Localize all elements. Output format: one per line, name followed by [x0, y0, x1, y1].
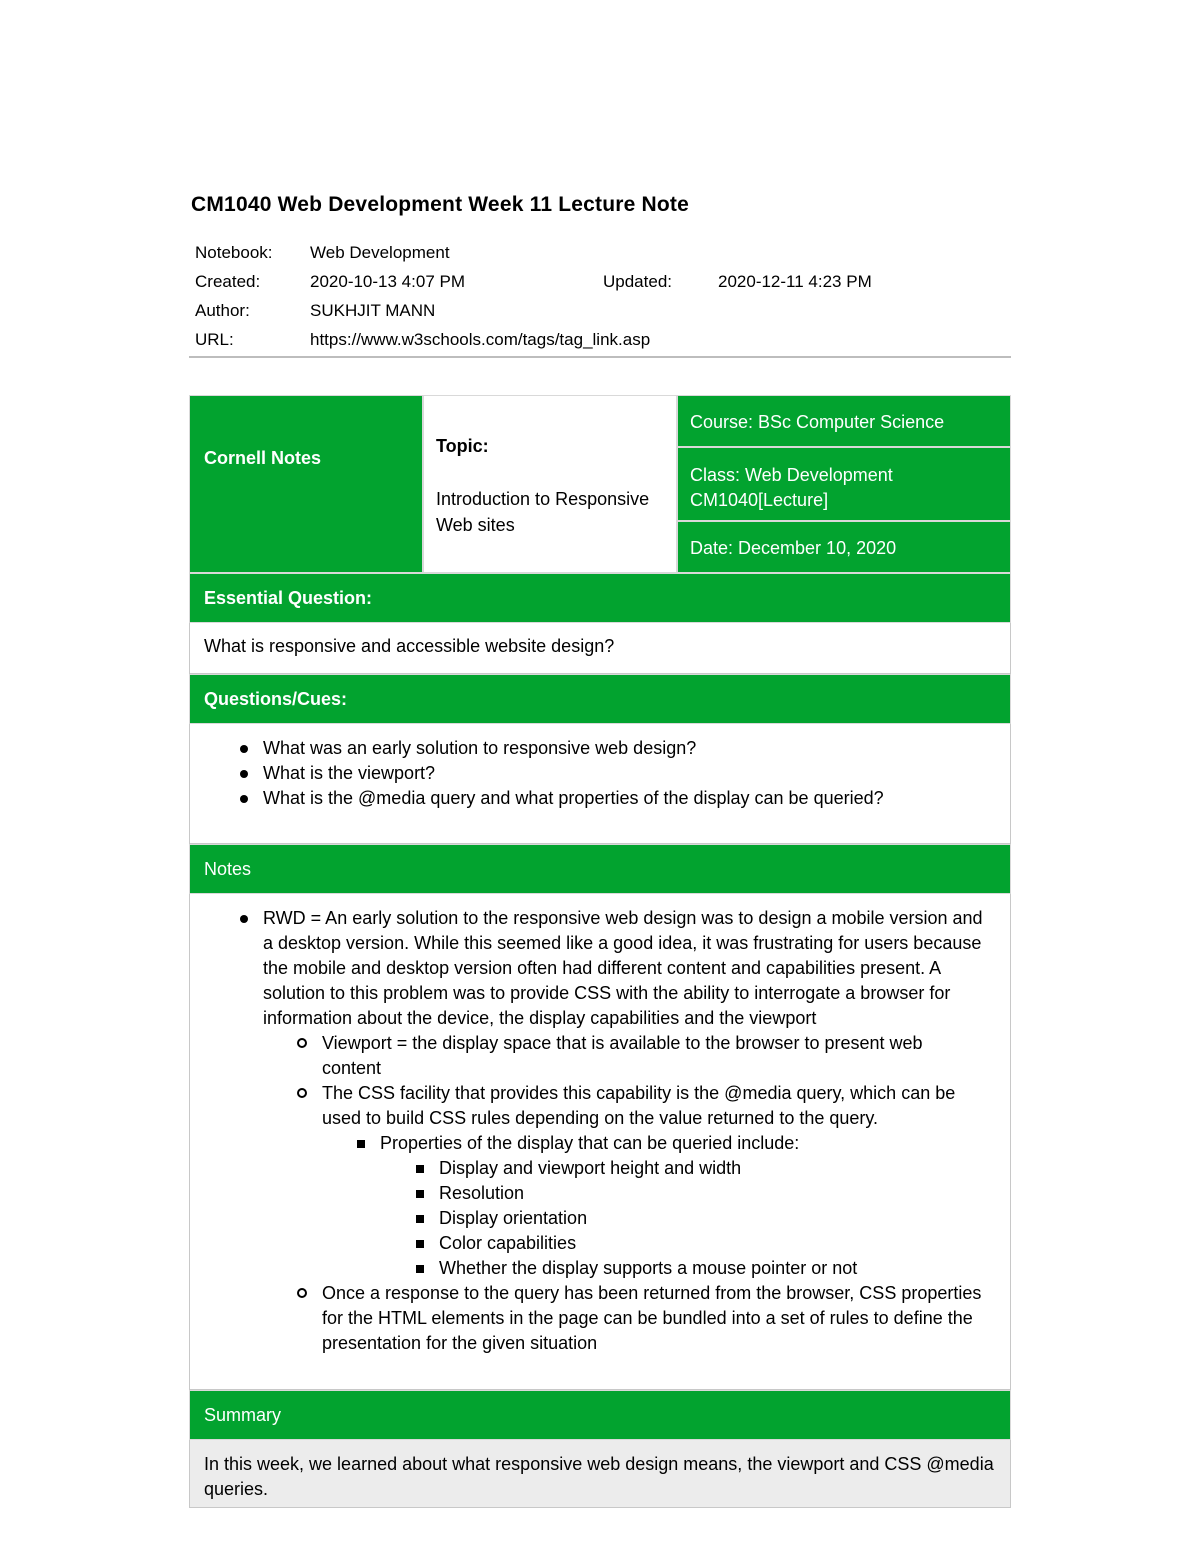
topic-value: Introduction to Responsive Web sites [436, 489, 650, 535]
author-value: SUKHJIT MANN [310, 301, 436, 320]
summary-heading: Summary [189, 1390, 1011, 1440]
updated-value: 2020-12-11 4:23 PM [718, 272, 872, 291]
notes-body [189, 894, 1011, 1390]
header-row [189, 395, 1011, 573]
square-bullet-icon [416, 1165, 424, 1173]
url-link[interactable]: https://www.w3schools.com/tags/tag_link.asp [310, 330, 651, 349]
divider [189, 356, 1011, 358]
list-item: RWD = An early solution to the responsive web design was to design a mobile version and a desktop version. While this seemed like a good idea, it was frustrating for users because the mobile and desktop version often had different content and capabilities present. A solution to this problem was to provide CSS with the ability to interrogate a browser for information about the device, the display capabilities and the viewport [190, 906, 988, 1031]
list-item: Viewport = the display space that is available to the browser to present web content [190, 1031, 972, 1081]
cornell-label: Cornell Notes [204, 448, 322, 468]
list-item: Color capabilities [190, 1231, 1010, 1256]
square-bullet-icon [416, 1190, 424, 1198]
bullet-icon [240, 745, 248, 753]
questions-body [189, 724, 1011, 844]
bullet-icon [240, 770, 248, 778]
list-item: The CSS facility that provides this capability is the @media query, which can be used to build CSS rules depending on the value returned to the query. [190, 1081, 987, 1131]
cornell-notes-table [189, 395, 1011, 1508]
created-label: Created: [195, 272, 261, 291]
summary-text: In this week, we learned about what responsive web design means, the viewport and CSS @media queries. [189, 1440, 1011, 1508]
notebook-label: Notebook: [195, 243, 273, 262]
author-label: Author: [195, 301, 250, 320]
notes-heading: Notes [189, 844, 1011, 894]
list-item: Properties of the display that can be queried include: [190, 1131, 1010, 1156]
circle-bullet-icon [297, 1288, 307, 1298]
list-item: Display and viewport height and width [190, 1156, 1010, 1181]
updated-label: Updated: [603, 272, 672, 291]
circle-bullet-icon [297, 1038, 307, 1048]
created-value: 2020-10-13 4:07 PM [310, 272, 465, 291]
square-bullet-icon [416, 1215, 424, 1223]
date-cell: Date: December 10, 2020 [677, 521, 1011, 573]
page-title: CM1040 Web Development Week 11 Lecture Note [191, 193, 689, 216]
list-item: Display orientation [190, 1206, 1010, 1231]
list-item: Whether the display supports a mouse pointer or not [190, 1256, 1010, 1281]
class-cell: Class: Web Development CM1040[Lecture] [677, 447, 1011, 521]
square-bullet-icon [416, 1240, 424, 1248]
list-item: Once a response to the query has been returned from the browser, CSS properties for the HTML elements in the page can be bundled into a set of rules to define the presentation for the given situation [190, 1281, 992, 1356]
circle-bullet-icon [297, 1088, 307, 1098]
essential-question-heading: Essential Question: [189, 573, 1011, 623]
bullet-icon [240, 795, 248, 803]
bullet-icon [240, 915, 248, 923]
notebook-value: Web Development [310, 243, 450, 262]
essential-question-text: What is responsive and accessible website design? [189, 623, 1011, 674]
topic-cell [423, 395, 677, 573]
square-bullet-icon [416, 1265, 424, 1273]
course-cell: Course: BSc Computer Science [677, 395, 1011, 447]
cornell-cell [189, 395, 423, 573]
topic-label: Topic: [436, 436, 489, 456]
list-item: What was an early solution to responsive web design? [190, 736, 1010, 761]
list-item: What is the viewport? [190, 761, 1010, 786]
list-item: What is the @media query and what properties of the display can be queried? [190, 786, 1010, 811]
square-bullet-icon [357, 1140, 365, 1148]
questions-heading: Questions/Cues: [189, 674, 1011, 724]
list-item: Resolution [190, 1181, 1010, 1206]
url-label: URL: [195, 330, 234, 349]
course-info [677, 395, 1011, 573]
